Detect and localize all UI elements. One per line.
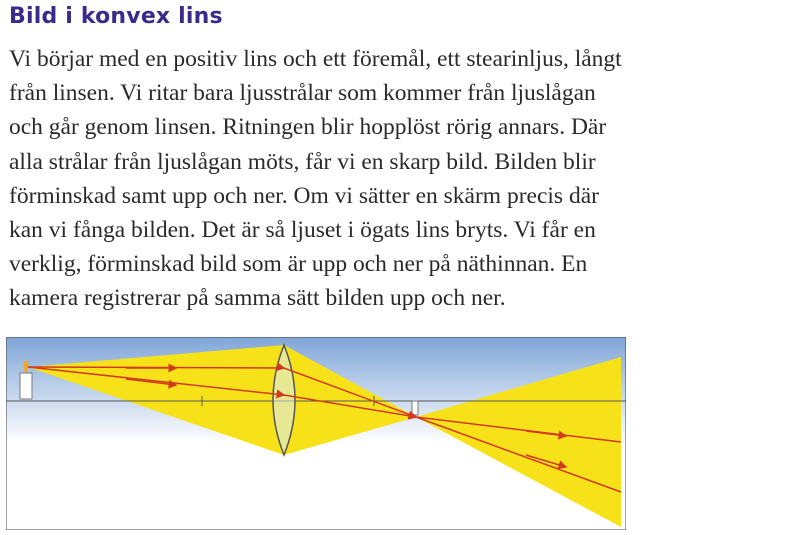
paragraph-line: kan vi fånga bilden. Det är så ljuset i ögats lins bryts. Vi får en: [9, 217, 596, 244]
paragraph-line: och går genom linsen. Ritningen blir hopplöst rörig annars. Där: [9, 114, 607, 141]
inverted-image: [412, 401, 418, 415]
paragraph-line: verklig, förminskad bild som är upp och ner på näthinnan. En: [9, 251, 588, 278]
lens-diagram-svg: [6, 337, 626, 530]
candle-object: [20, 373, 32, 399]
body-paragraph: [9, 42, 789, 316]
convex-lens-diagram: [6, 337, 626, 530]
paragraph-line: Vi börjar med en positiv lins och ett föremål, ett stearinljus, långt: [9, 46, 622, 72]
section-heading: Bild i konvex lins: [9, 4, 223, 29]
paragraph-line: alla strålar från ljuslågan möts, får vi en skarp bild. Bilden blir: [9, 148, 596, 175]
paragraph-line: kamera registrerar på samma sätt bilden upp och ner.: [9, 285, 506, 312]
paragraph-line: från linsen. Vi ritar bara ljusstrålar som kommer från ljuslågan: [9, 80, 596, 107]
paragraph-line: förminskad samt upp och ner. Om vi sätter en skärm precis där: [9, 182, 599, 209]
